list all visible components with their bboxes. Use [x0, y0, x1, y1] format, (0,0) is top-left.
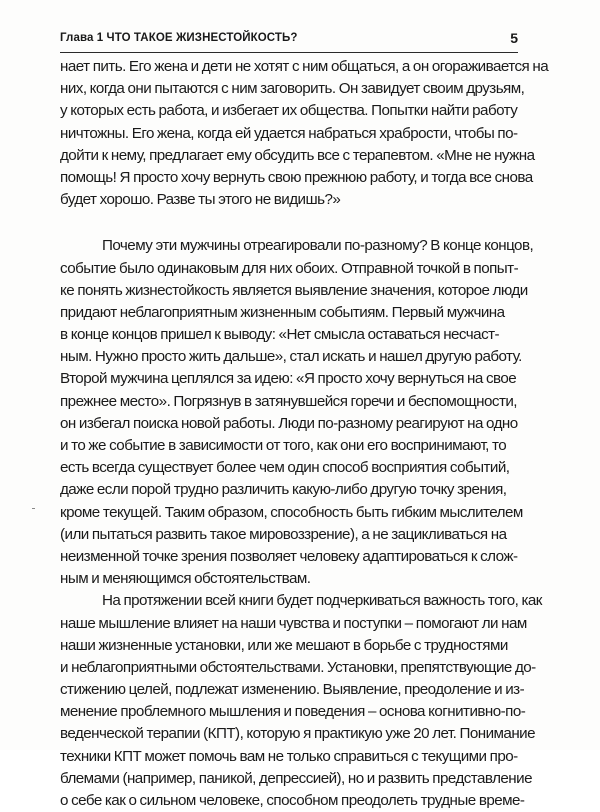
text-line: ничтожны. Его жена, когда ей удается набраться храбрости, чтобы по-: [60, 124, 518, 142]
text-line: наше мышление влияет на наши чувства и поступки – помогают ли нам: [60, 614, 527, 632]
text-line: у которых есть работа, и избегает их общества. Попытки найти работу: [60, 102, 518, 120]
text-line: На протяжении всей книги будет подчеркиваться важность того, как: [102, 592, 542, 610]
text-line: придают неблагоприятным жизненным событиям. Первый мужчина: [60, 303, 505, 321]
text-line: даже если порой трудно различить какую-либо другую точку зрения,: [60, 481, 507, 499]
text-line: менение проблемного мышления и поведения – основа когнитивно-по-: [60, 703, 526, 721]
text-line: техники КПТ может помочь вам не только справиться с текущими про-: [60, 747, 518, 765]
text-line: есть всегда существует более чем один способ восприятия событий,: [60, 459, 510, 477]
text-line: неизменной точке зрения позволяет человеку адаптироваться к слож-: [60, 547, 518, 565]
text-line: в конце концов пришел к выводу: «Нет смысла оставаться несчаст-: [60, 326, 500, 344]
text-line: (или пытаться развить такое мировоззрение), а не зацикливаться на: [60, 525, 507, 543]
text-line: прежнее место». Погрязнув в затянувшейся горечи и беспомощности,: [60, 392, 517, 410]
text-line: событие было одинаковым для них обоих. Отправной точкой в попыт-: [60, 259, 519, 277]
page-number: 5: [510, 30, 518, 46]
body-text: [60, 56, 549, 812]
text-line: и неблагоприятными обстоятельствами. Установки, препятствующие до-: [60, 658, 536, 676]
text-line: помощь! Я просто хочу вернуть свою прежнюю работу, и тогда все снова: [60, 168, 533, 186]
text-line: будет хорошо. Разве ты этого не видишь?»: [60, 191, 341, 209]
text-line: Почему эти мужчины отреагировали по-разному? В конце концов,: [102, 237, 534, 255]
text-line: стижению целей, подлежат изменению. Выявление, преодоление и из-: [60, 681, 525, 699]
chapter-title: Глава 1 ЧТО ТАКОЕ ЖИЗНЕСТОЙКОСТЬ?: [60, 32, 298, 44]
paragraph: [60, 590, 542, 812]
text-line: веденческой терапии (КПТ), которую я практикую уже 20 лет. Понимание: [60, 725, 535, 743]
text-line: и то же событие в зависимости от того, как они его воспринимают, то: [60, 437, 507, 454]
text-line: нает пить. Его жена и дети не хотят с ним общаться, а он огораживается на: [60, 58, 549, 75]
margin-mark: [32, 508, 35, 509]
text-line: блемами (например, паникой, депрессией), но и развить представление: [60, 769, 532, 787]
text-line: о себе как о сильном человеке, способном преодолеть трудные време-: [60, 792, 525, 809]
text-line: он избегал поиска новой работы. Люди по-разному реагируют на одно: [60, 414, 518, 432]
running-header: [60, 30, 518, 53]
text-line: кроме текущей. Таким образом, способность быть гибким мыслителем: [60, 503, 523, 521]
text-line: наши жизненные установки, или же мешают в борьбе с трудностями: [60, 636, 508, 654]
text-line: ным и меняющимся обстоятельствам.: [60, 570, 311, 588]
text-line: дойти к нему, предлагает ему обсудить все с терапевтом. «Мне не нужна: [60, 146, 535, 164]
paragraph: [60, 235, 534, 590]
paragraph-continuation: [60, 56, 549, 211]
text-line: ке понять жизнестойкость является выявление значения, которое люди: [60, 281, 528, 299]
text-line: них, когда они пытаются с ним заговорить. Он завидует своим друзьям,: [60, 80, 525, 98]
text-line: ным. Нужно просто жить дальше», стал искать и нашел другую работу.: [60, 348, 522, 366]
text-line: Второй мужчина цеплялся за идею: «Я просто хочу вернуться на свое: [60, 370, 517, 388]
